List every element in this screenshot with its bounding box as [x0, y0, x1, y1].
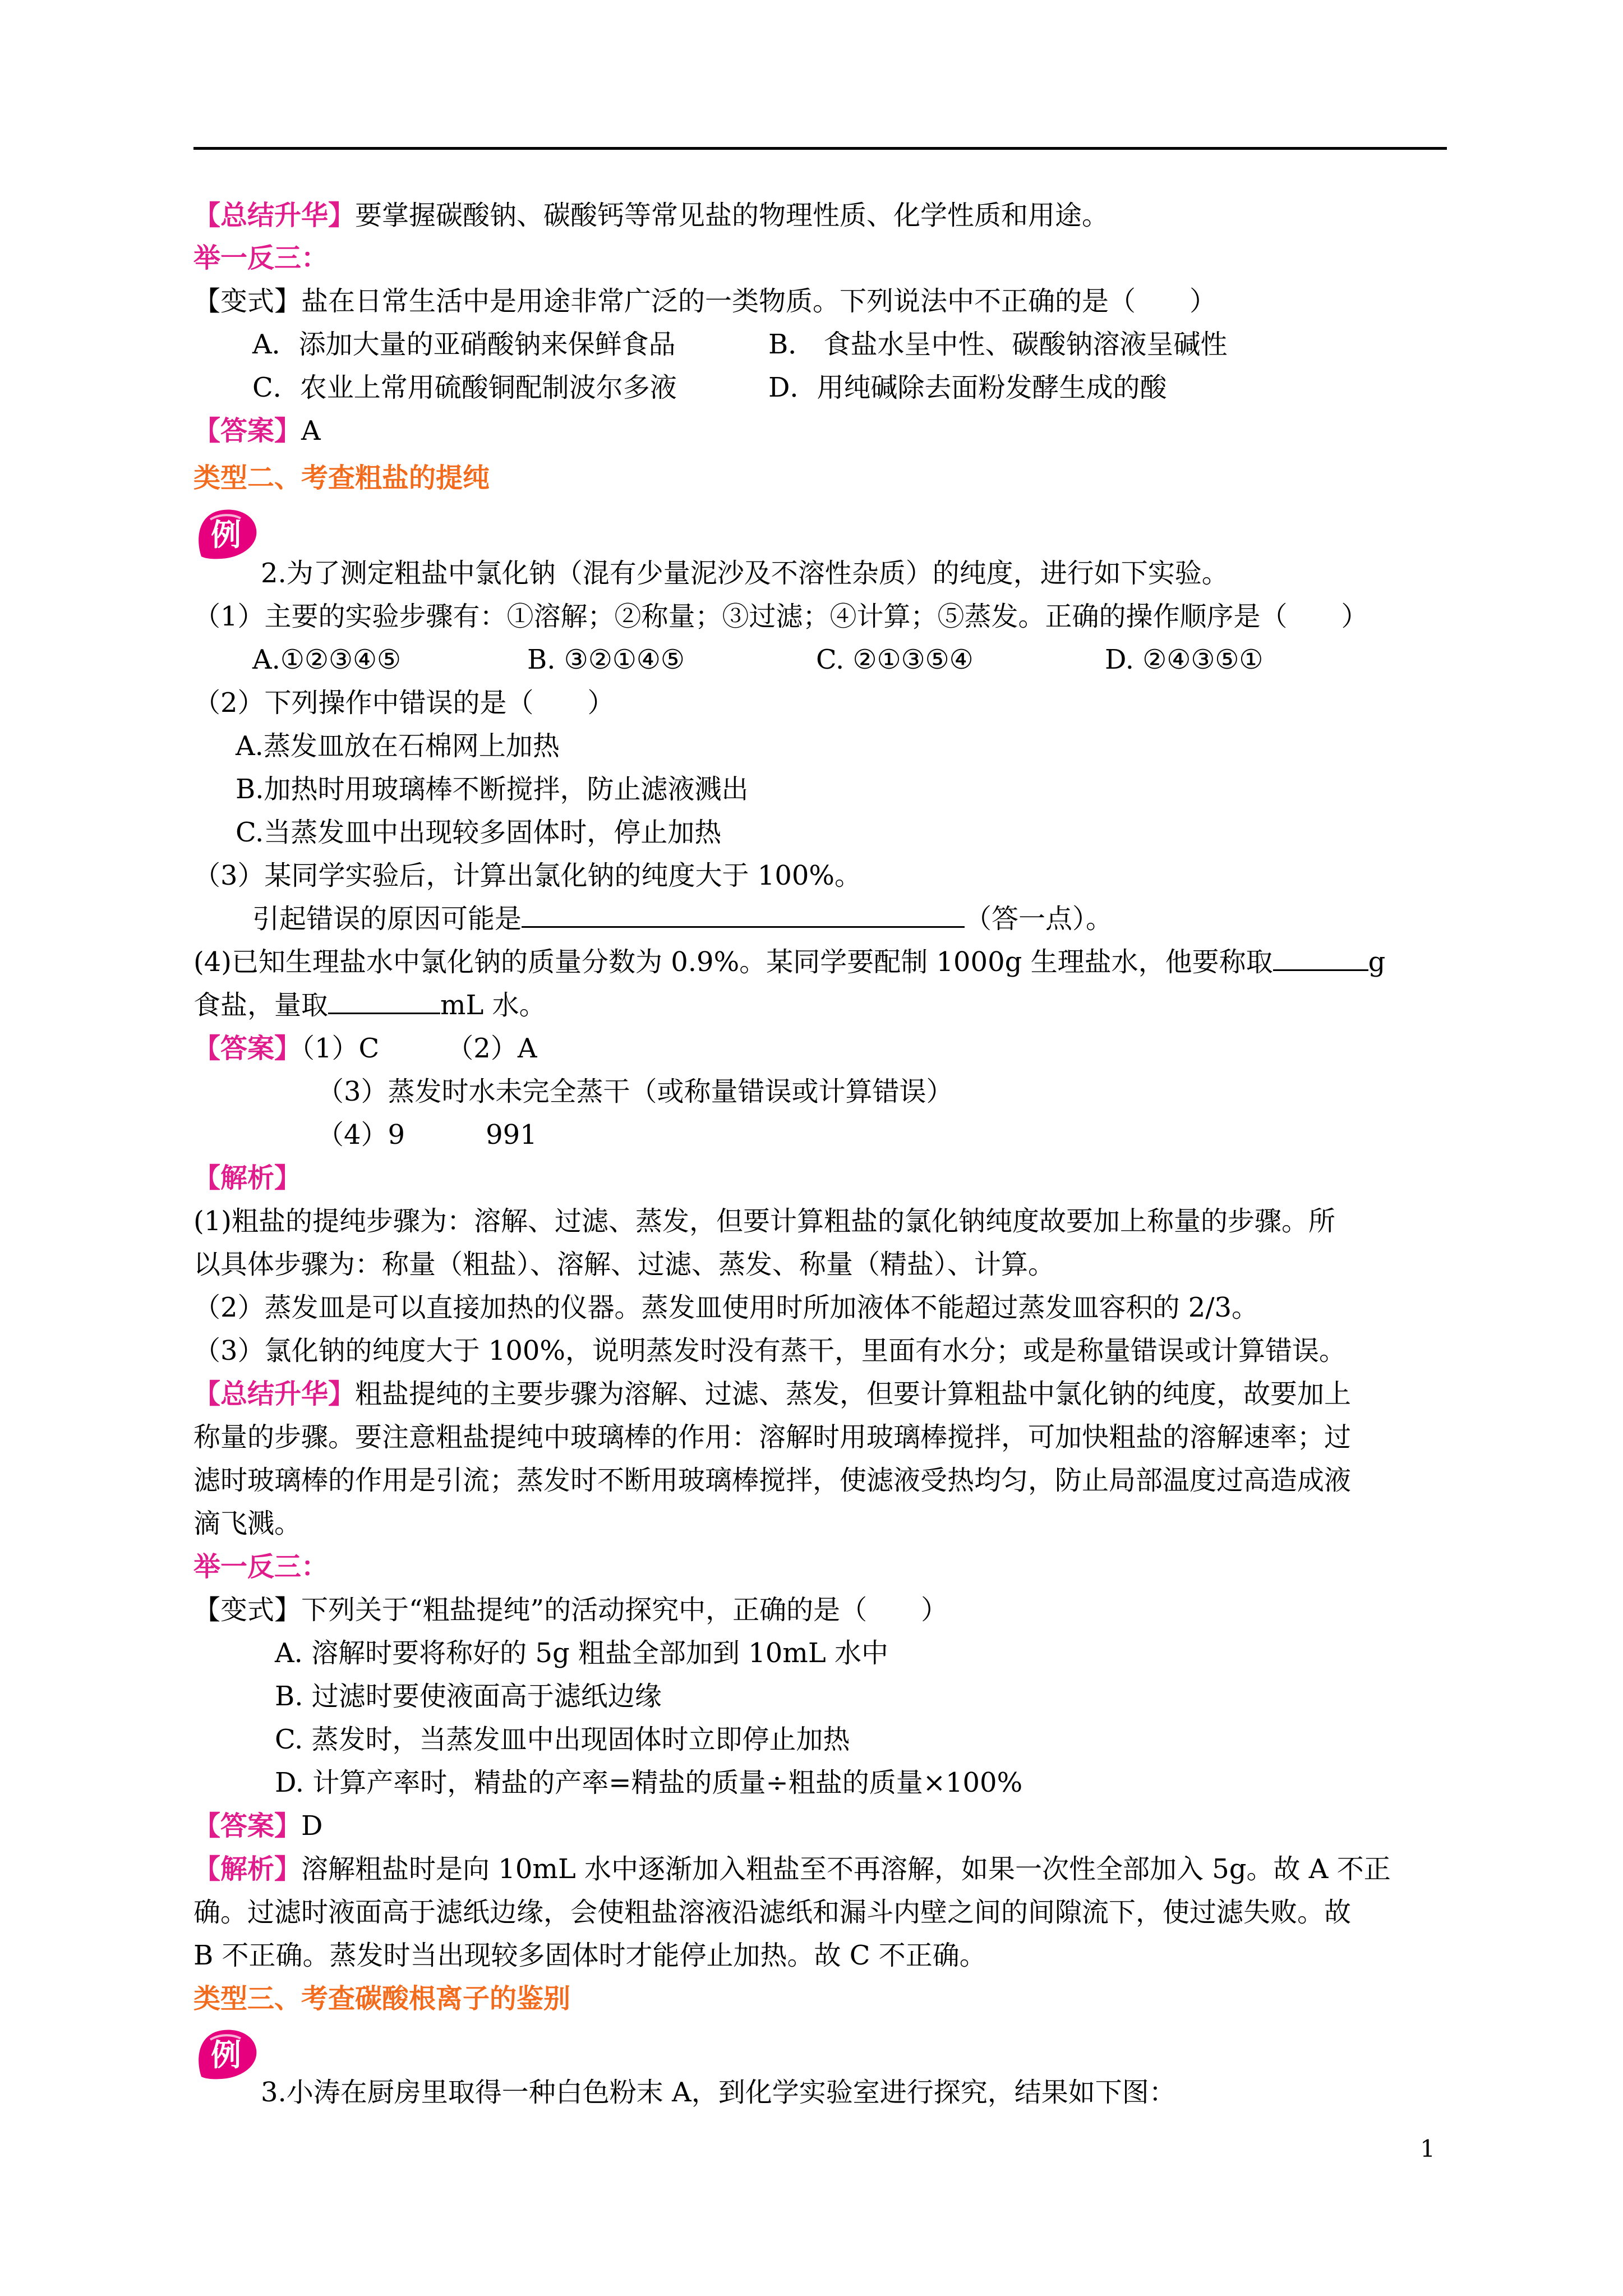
- q4-line2-suffix: mL 水。: [440, 990, 546, 1021]
- summary-line: [193, 197, 1109, 233]
- question-2-part-4-line1: [193, 944, 1385, 980]
- analysis-2: （2）蒸发皿是可以直接加热的仪器。蒸发皿使用时所加液体不能超过蒸发皿容积的 2/3。: [193, 1292, 1259, 1323]
- variant-answer: D: [301, 1810, 323, 1842]
- q1-option-a: A.①②③④⑤: [252, 644, 402, 675]
- summary-text: 粗盐提纯的主要步骤为溶解、过滤、蒸发，但要计算粗盐中氯化钠的纯度，故要加上: [355, 1378, 1352, 1410]
- type2-heading: 类型二、考查粗盐的提纯: [193, 462, 490, 494]
- answer-tag: 【答案】: [193, 415, 302, 447]
- question-2-part-2: （2）下列操作中错误的是（ ）: [193, 687, 615, 719]
- header-rule: [193, 147, 1447, 150]
- summary-2-line1: [193, 1376, 1351, 1412]
- answer-1-2: （1）C （2）A: [301, 1033, 537, 1064]
- option-a: A．添加大量的亚硝酸钠来保鲜食品: [252, 329, 676, 360]
- example-badge-icon: [193, 506, 260, 562]
- q3-blank-line: [252, 901, 1113, 937]
- summary-2-line3: 滤时玻璃棒的作用是引流；蒸发时不断用玻璃棒搅拌，使滤液受热均匀，防止局部温度过高造成液: [193, 1465, 1352, 1496]
- question-2: 2.为了测定粗盐中氯化钠（混有少量泥沙及不溶性杂质）的纯度，进行如下实验。: [261, 558, 1229, 589]
- q4-line2-prefix: 食盐，量取: [193, 990, 329, 1021]
- analysis-tag: 【解析】: [193, 1853, 302, 1885]
- answer-blank[interactable]: [1273, 945, 1368, 971]
- q4-prefix: (4)已知生理盐水中氯化钠的质量分数为 0.9%。某同学要配制 1000g 生理盐水，他要称取: [193, 946, 1273, 978]
- example-badge-icon: [193, 2026, 260, 2082]
- answer-tag: 【答案】: [193, 1810, 302, 1842]
- answer-line: [193, 413, 321, 449]
- answer-3: （3）蒸发时水未完全蒸干（或称量错误或计算错误）: [317, 1076, 953, 1107]
- q2-option-a: A.蒸发皿放在石棉网上加热: [236, 730, 560, 762]
- type3-heading: 类型三、考查碳酸根离子的鉴别: [193, 1983, 571, 2014]
- variant-option-b: B. 过滤时要使液面高于滤纸边缘: [275, 1681, 662, 1712]
- question-2-part-1: （1）主要的实验步骤有：①溶解；②称量；③过滤；④计算；⑤蒸发。正确的操作顺序是（ ）: [193, 601, 1368, 632]
- answer-tag: 【答案】: [193, 1033, 302, 1064]
- variant-option-a: A. 溶解时要将称好的 5g 粗盐全部加到 10mL 水中: [275, 1637, 888, 1669]
- analysis-3: （3）氯化钠的纯度大于 100%，说明蒸发时没有蒸干，里面有水分；或是称量错误或计算错误。: [193, 1335, 1347, 1366]
- q2-option-b: B.加热时用玻璃棒不断搅拌，防止滤液溅出: [236, 774, 749, 805]
- q4-suffix: g: [1368, 946, 1386, 978]
- question-3: 3.小涛在厨房里取得一种白色粉末 A，到化学实验室进行探究，结果如下图：: [261, 2077, 1176, 2108]
- variant-tag: 【变式】: [193, 286, 302, 317]
- answer-blank[interactable]: [328, 988, 440, 1014]
- variant-text: 盐在日常生活中是用途非常广泛的一类物质。下列说法中不正确的是（ ）: [301, 286, 1217, 317]
- answer-blank[interactable]: [522, 901, 965, 928]
- variant-analysis-line3: B 不正确。蒸发时当出现较多固体时才能停止加热。故 C 不正确。: [193, 1940, 986, 1971]
- analysis-1-line1: (1)粗盐的提纯步骤为：溶解、过滤、蒸发，但要计算粗盐的氯化钠纯度故要加上称量的步骤。所: [193, 1205, 1335, 1237]
- option-b: B． 食盐水呈中性、碳酸钠溶液呈碱性: [768, 329, 1228, 360]
- q3-prefix: 引起错误的原因可能是: [252, 903, 522, 935]
- example-badge-char: 例: [211, 2037, 241, 2073]
- variant-answer-line: [193, 1808, 323, 1844]
- q2-option-c: C.当蒸发皿中出现较多固体时，停止加热: [236, 817, 722, 848]
- question-2-part-3: （3）某同学实验后，计算出氯化钠的纯度大于 100%。: [193, 860, 862, 891]
- q1-option-d: D. ②④③⑤①: [1105, 644, 1264, 675]
- variant-option-c: C. 蒸发时，当蒸发皿中出现固体时立即停止加热: [275, 1724, 850, 1755]
- analysis-1-line2: 以具体步骤为：称量（粗盐）、溶解、过滤、蒸发、称量（精盐）、计算。: [193, 1249, 1055, 1280]
- variant-option-d: D. 计算产率时，精盐的产率=精盐的质量÷粗盐的质量×100%: [275, 1767, 1023, 1798]
- variant-analysis-line2: 确。过滤时液面高于滤纸边缘，会使粗盐溶液沿滤纸和漏斗内壁之间的间隙流下，使过滤失败。故: [193, 1897, 1352, 1928]
- question-2-part-4-line2: [193, 987, 546, 1023]
- answer-line-2: [193, 1030, 537, 1066]
- variant-line-2: [193, 1592, 948, 1628]
- answer-4: （4）9 991: [317, 1119, 537, 1151]
- variant-analysis-line1: [193, 1851, 1391, 1887]
- option-d: D．用纯碱除去面粉发酵生成的酸: [768, 372, 1167, 403]
- summary-tag: 【总结升华】: [193, 200, 356, 231]
- variant-line: [193, 283, 1216, 319]
- answer-text: A: [301, 415, 321, 447]
- q1-option-c: C. ②①③⑤④: [816, 644, 974, 675]
- summary-2-line4: 滴飞溅。: [193, 1508, 302, 1539]
- variant-tag: 【变式】: [193, 1594, 302, 1626]
- page-number: 1: [1420, 2135, 1435, 2162]
- analysis-tag: 【解析】: [193, 1162, 302, 1194]
- example-badge-char: 例: [211, 517, 241, 553]
- variant-analysis-text: 溶解粗盐时是向 10mL 水中逐渐加入粗盐至不再溶解，如果一次性全部加入 5g。故 A 不正: [301, 1853, 1391, 1885]
- option-c: C．农业上常用硫酸铜配制波尔多液: [252, 372, 677, 403]
- summary-text: 要掌握碳酸钠、碳酸钙等常见盐的物理性质、化学性质和用途。: [355, 200, 1109, 231]
- variant-text: 下列关于“粗盐提纯”的活动探究中，正确的是（ ）: [301, 1594, 948, 1626]
- q1-option-b: B. ③②①④⑤: [527, 644, 685, 675]
- q3-suffix: （答一点）。: [965, 903, 1113, 935]
- summary-2-line2: 称量的步骤。要注意粗盐提纯中玻璃棒的作用：溶解时用玻璃棒搅拌，可加快粗盐的溶解速率；过: [193, 1421, 1352, 1453]
- summary-tag: 【总结升华】: [193, 1378, 356, 1410]
- practice-heading: 举一反三：: [193, 242, 329, 274]
- practice-heading-2: 举一反三：: [193, 1551, 329, 1582]
